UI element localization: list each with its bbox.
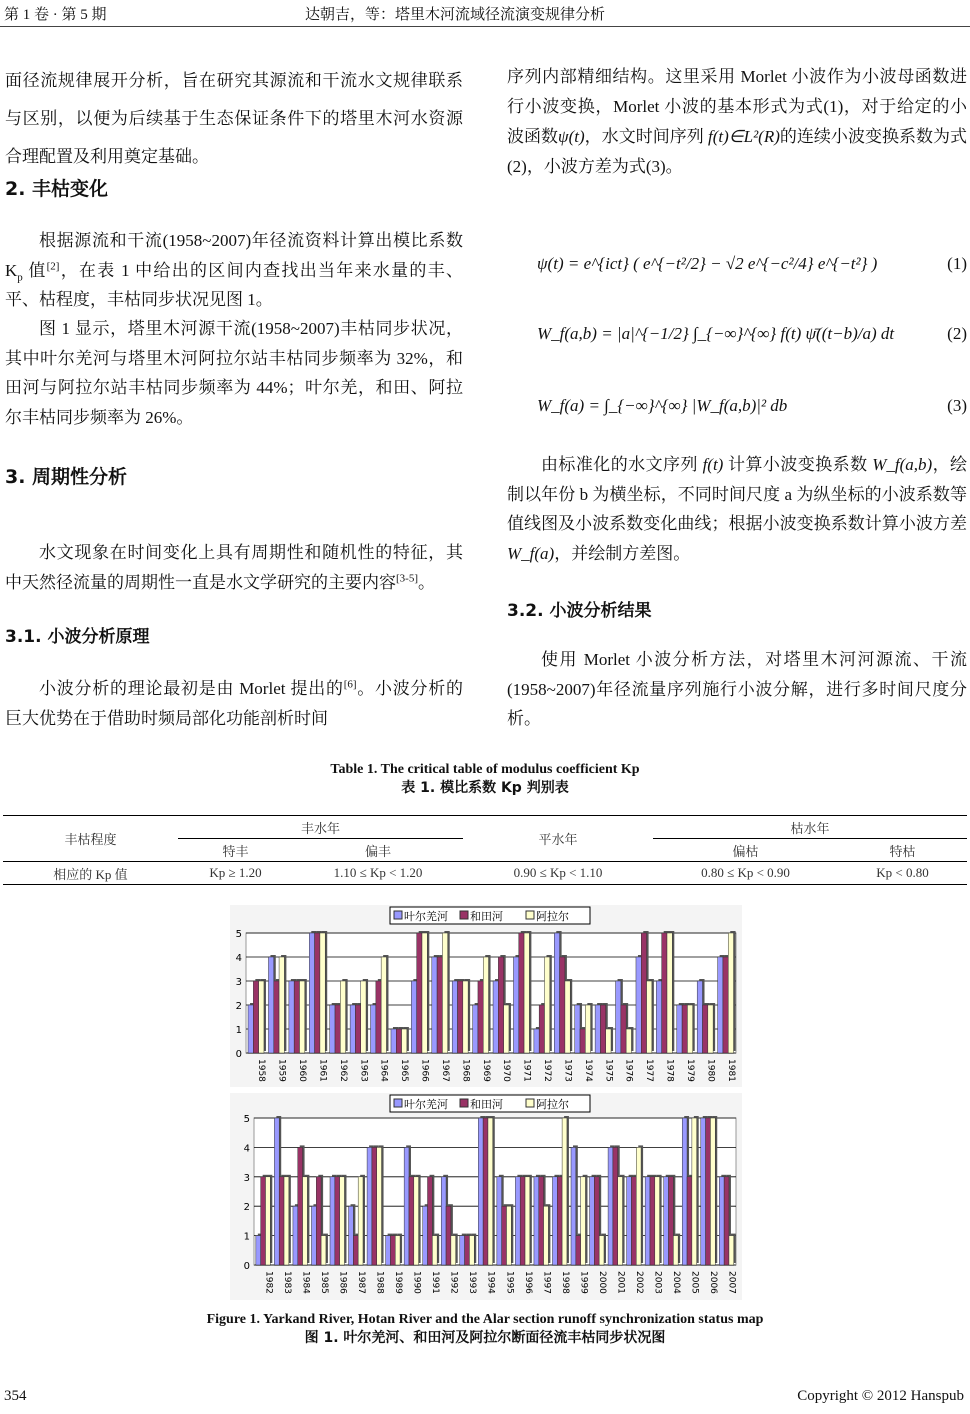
math-inline: W_f(a,b)	[872, 455, 933, 474]
x-tick-label: 1975	[603, 1059, 614, 1082]
x-tick-label: 1986	[337, 1271, 348, 1294]
legend-swatch	[460, 911, 468, 919]
bar-chart-1982-2007	[230, 1093, 742, 1300]
table-row-label: 相应的 Kp 值	[3, 862, 178, 885]
bar-叶尔羌河-1992	[441, 1177, 446, 1265]
legend-label: 和田河	[470, 910, 503, 923]
bar-和田河-2007	[724, 1177, 729, 1265]
x-tick-label: 2004	[671, 1271, 682, 1294]
math-inline: ψ(t)	[558, 127, 585, 146]
bar-阿拉尔-1995	[506, 1206, 511, 1265]
equation-1	[507, 238, 967, 294]
bar-阿拉尔-1986	[340, 1177, 345, 1265]
bar-和田河-1975	[600, 1005, 605, 1053]
math-inline: W_f(a)	[507, 543, 555, 563]
x-tick-label: 2001	[615, 1271, 626, 1294]
x-tick-label: 2007	[726, 1271, 737, 1294]
x-tick-label: 1988	[374, 1271, 385, 1294]
bar-叶尔羌河-2006	[701, 1118, 706, 1265]
bar-叶尔羌河-2000	[590, 1177, 595, 1265]
paragraph	[507, 62, 967, 182]
bar-阿拉尔-1961	[320, 933, 325, 1053]
x-tick-label: 1984	[300, 1271, 311, 1294]
x-tick-label: 1990	[411, 1271, 422, 1294]
x-tick-label: 1999	[578, 1271, 589, 1294]
y-tick-label: 0	[235, 1049, 242, 1060]
article-title-header: 达朝吉，等：塔里木河流域径流演变规律分析	[305, 7, 606, 23]
x-tick-label: 1983	[281, 1271, 292, 1294]
x-tick-label: 1981	[725, 1059, 736, 1082]
bar-叶尔羌河-1969	[473, 1005, 478, 1053]
x-tick-label: 1991	[430, 1271, 441, 1294]
x-tick-label: 1972	[542, 1059, 553, 1082]
table-cell: 0.90 ≤ Kp < 1.10	[463, 862, 653, 885]
bar-和田河-2001	[613, 1147, 618, 1265]
bar-和田河-1996	[520, 1177, 525, 1265]
bar-叶尔羌河-1985	[311, 1206, 316, 1265]
bar-和田河-1999	[576, 1236, 581, 1265]
bar-阿拉尔-1983	[284, 1177, 289, 1265]
bar-叶尔羌河-1958	[248, 1005, 253, 1053]
text: 计算小波变换系数	[728, 455, 868, 474]
x-tick-label: 1992	[448, 1271, 459, 1294]
section-heading: 3. 周期性分析	[5, 466, 128, 488]
bar-叶尔羌河-1974	[575, 1005, 580, 1053]
bar-叶尔羌河-1997	[534, 1177, 539, 1265]
math-inline: f(t)	[702, 455, 724, 474]
bar-阿拉尔-1980	[708, 1005, 713, 1053]
bar-阿拉尔-1963	[361, 981, 366, 1053]
math-inline: f(t)∈L²(R)	[708, 127, 780, 146]
paragraph: 使用 Morlet 小波分析方法，对塔里木河河源流、干流(1958~2007)年径流量序列施行小波分解，进行多时间尺度分析。	[507, 650, 967, 728]
x-tick-label: 1998	[559, 1271, 570, 1294]
bar-和田河-1983	[279, 1177, 284, 1265]
bar-阿拉尔-1999	[581, 1177, 586, 1265]
x-tick-label: 1985	[318, 1271, 329, 1294]
bar-阿拉尔-2002	[636, 1147, 641, 1265]
bar-阿拉尔-1977	[647, 981, 652, 1053]
equation-number: (2)	[947, 324, 967, 343]
text: 值	[22, 260, 47, 280]
figure-caption-cn: 图 1. 叶尔羌河、和田河及阿拉尔断面径流丰枯同步状况图	[304, 1330, 666, 1346]
bar-叶尔羌河-1973	[554, 933, 559, 1053]
table-cell: Kp ≥ 1.20	[178, 862, 293, 885]
bar-chart-1958-1981	[230, 905, 742, 1087]
equation-number: (1)	[947, 254, 967, 273]
bar-叶尔羌河-1983	[274, 1118, 279, 1265]
bar-和田河-1984	[298, 1147, 303, 1265]
x-tick-label: 1958	[256, 1059, 267, 1082]
bar-和田河-1962	[335, 1005, 340, 1053]
bar-阿拉尔-1970	[504, 1005, 509, 1053]
bar-阿拉尔-1978	[667, 933, 672, 1053]
text: 。	[418, 572, 435, 592]
bar-和田河-1968	[458, 981, 463, 1053]
bar-和田河-1976	[621, 1005, 626, 1053]
text: 的连续小波变换系数为式(2)，小波方差为式(3)。	[507, 127, 968, 176]
bar-阿拉尔-1962	[340, 981, 345, 1053]
figure-caption-en: Figure 1. Yarkand River, Hotan River and the Alar section runoff synchronization status map	[206, 1312, 764, 1327]
bar-叶尔羌河-1964	[371, 1005, 376, 1053]
bar-阿拉尔-1991	[432, 1236, 437, 1265]
bar-和田河-1963	[355, 1005, 360, 1053]
table-subheader: 偏丰	[364, 843, 391, 859]
table-cell: Kp < 0.80	[838, 862, 967, 885]
bar-阿拉尔-2006	[710, 1118, 715, 1265]
bar-叶尔羌河-1963	[350, 1005, 355, 1053]
bar-阿拉尔-1974	[585, 1005, 590, 1053]
bar-和田河-1967	[437, 957, 442, 1053]
bar-叶尔羌河-1965	[391, 1029, 396, 1053]
bar-阿拉尔-1979	[687, 1005, 692, 1053]
bar-叶尔羌河-1981	[718, 957, 723, 1053]
x-tick-label: 1964	[378, 1059, 389, 1082]
bar-叶尔羌河-1986	[330, 1177, 335, 1265]
bar-叶尔羌河-1961	[309, 933, 314, 1053]
bar-阿拉尔-1958	[259, 981, 264, 1053]
bar-和田河-2006	[706, 1118, 711, 1265]
bar-叶尔羌河-1988	[367, 1147, 372, 1265]
bar-叶尔羌河-2003	[645, 1177, 650, 1265]
bar-和田河-2004	[669, 1177, 674, 1265]
legend-label: 叶尔羌河	[404, 910, 448, 923]
x-tick-label: 2002	[634, 1271, 645, 1294]
text: p	[17, 270, 23, 283]
bar-叶尔羌河-1994	[478, 1118, 483, 1265]
table-header: 丰水年	[178, 816, 463, 839]
y-tick-label: 3	[235, 977, 242, 988]
paragraph	[507, 450, 967, 568]
x-tick-label: 1965	[399, 1059, 410, 1082]
equation-number: (3)	[947, 396, 967, 415]
bar-叶尔羌河-2002	[627, 1177, 632, 1265]
x-tick-label: 1977	[644, 1059, 655, 1082]
bar-叶尔羌河-1998	[552, 1177, 557, 1265]
x-tick-label: 1982	[263, 1271, 274, 1294]
x-tick-label: 2003	[652, 1271, 663, 1294]
bar-叶尔羌河-2005	[682, 1118, 687, 1265]
bar-叶尔羌河-2007	[719, 1177, 724, 1265]
equation-body: W_f(a,b) = |a|^{−1/2} ∫_{−∞}^{∞} f(t) ψ̄((t−b)/a) dt	[537, 324, 895, 343]
bar-阿拉尔-1960	[299, 981, 304, 1053]
bar-叶尔羌河-1980	[697, 981, 702, 1053]
x-tick-label: 1970	[501, 1059, 512, 1082]
y-tick-label: 2	[243, 1202, 250, 1214]
y-tick-label: 2	[235, 1001, 242, 1012]
x-tick-label: 2006	[708, 1271, 719, 1294]
bar-和田河-1969	[478, 981, 483, 1053]
equation-3	[507, 380, 967, 436]
bar-阿拉尔-1959	[279, 957, 284, 1053]
bar-叶尔羌河-1979	[677, 1005, 682, 1053]
subsection-heading: 3.1. 小波分析原理	[5, 627, 150, 647]
citation-link[interactable]: [2]	[46, 259, 60, 272]
text: ，绘制以年份 b 为横坐标，不同时间尺度 a 为纵坐标的小波系数等值线图及小波系数变化曲线；根据小波变换系数计算小波方差	[507, 455, 968, 533]
bar-阿拉尔-1994	[488, 1118, 493, 1265]
bar-阿拉尔-1982	[265, 1177, 270, 1265]
bar-叶尔羌河-2001	[608, 1147, 613, 1265]
bar-阿拉尔-1975	[606, 1029, 611, 1053]
legend-swatch	[526, 911, 534, 919]
bar-阿拉尔-2003	[655, 1177, 660, 1265]
bar-叶尔羌河-1993	[460, 1236, 465, 1265]
x-tick-label: 1961	[317, 1059, 328, 1082]
table-caption-cn: 表 1. 模比系数 Kp 判别表	[401, 780, 569, 796]
bar-和田河-1971	[519, 933, 524, 1053]
bar-和田河-1988	[372, 1147, 377, 1265]
legend-label: 阿拉尔	[536, 1098, 569, 1111]
bar-阿拉尔-2007	[729, 1236, 734, 1265]
bar-和田河-1995	[502, 1206, 507, 1265]
bar-和田河-2002	[631, 1177, 636, 1265]
bar-叶尔羌河-1984	[293, 1206, 298, 1265]
legend-label: 阿拉尔	[536, 910, 569, 923]
bar-阿拉尔-1981	[728, 933, 733, 1053]
x-tick-label: 1974	[582, 1059, 593, 1082]
bar-叶尔羌河-1996	[515, 1177, 520, 1265]
bar-叶尔羌河-1970	[493, 981, 498, 1053]
bar-和田河-1998	[557, 1177, 562, 1265]
bar-和田河-1989	[390, 1236, 395, 1265]
running-header	[0, 0, 970, 27]
bar-和田河-1997	[539, 1177, 544, 1265]
table-header: 平水年	[538, 832, 578, 847]
x-tick-label: 1980	[705, 1059, 716, 1082]
x-tick-label: 2005	[689, 1271, 700, 1294]
x-tick-label: 1994	[485, 1271, 496, 1294]
x-tick-label: 2000	[596, 1271, 607, 1294]
legend-swatch	[394, 1099, 402, 1107]
x-tick-label: 1997	[541, 1271, 552, 1294]
text: 。小波分析的巨大优势在于借助时频局部化功能剖析时间	[5, 679, 464, 728]
bar-阿拉尔-1973	[565, 981, 570, 1053]
bar-阿拉尔-1993	[469, 1236, 474, 1265]
bar-和田河-1990	[409, 1177, 414, 1265]
paragraph: 图 1 显示，塔里木河源干流(1958~2007)丰枯同步状况，其中叶尔羌河与塔里木河阿拉尔站丰枯同步频率为 32%，和田河与阿拉尔站丰枯同步频率为 44%；叶尔羌，和田、阿拉尔丰枯同步频率为 26%。	[5, 319, 463, 427]
bar-和田河-2005	[687, 1177, 692, 1265]
page-number: 354	[4, 1388, 27, 1404]
citation-link[interactable]: [6]	[343, 678, 357, 691]
equation-2	[507, 308, 967, 364]
bar-和田河-1972	[539, 1005, 544, 1053]
legend-swatch	[526, 1099, 534, 1107]
bar-阿拉尔-1996	[525, 1177, 530, 1265]
x-tick-label: 1962	[337, 1059, 348, 1082]
bar-阿拉尔-1972	[544, 957, 549, 1053]
x-tick-label: 1976	[623, 1059, 634, 1082]
text: ，并绘制方差图。	[554, 543, 691, 563]
citation-link[interactable]: [3-5]	[396, 571, 418, 584]
bar-阿拉尔-1987	[358, 1177, 363, 1265]
x-tick-label: 1978	[664, 1059, 675, 1082]
bar-阿拉尔-1997	[544, 1206, 549, 1265]
bar-阿拉尔-1985	[321, 1236, 326, 1265]
bar-叶尔羌河-1999	[571, 1147, 576, 1265]
bar-和田河-1966	[417, 933, 422, 1053]
bar-和田河-2000	[594, 1177, 599, 1265]
bar-和田河-1977	[641, 933, 646, 1053]
bar-和田河-1970	[498, 957, 503, 1053]
x-tick-label: 1968	[460, 1059, 471, 1082]
bar-阿拉尔-1990	[414, 1177, 419, 1265]
y-tick-label: 3	[243, 1172, 250, 1184]
bar-叶尔羌河-1966	[411, 981, 416, 1053]
x-tick-label: 1969	[480, 1059, 491, 1082]
bar-叶尔羌河-1968	[452, 981, 457, 1053]
bar-和田河-1982	[261, 1177, 266, 1265]
x-tick-label: 1987	[355, 1271, 366, 1294]
text: 序列内部精细结构。这里采用 Morlet 小波作为小波母函数进行小波变换，Morlet 小波的基本形式为式(1)，对于给定的小波函数	[507, 67, 967, 146]
bar-叶尔羌河-1959	[268, 957, 273, 1053]
bar-阿拉尔-2005	[692, 1118, 697, 1265]
bar-叶尔羌河-1995	[497, 1177, 502, 1265]
bar-叶尔羌河-1978	[656, 981, 661, 1053]
bar-叶尔羌河-1962	[330, 1005, 335, 1053]
table-caption-en: Table 1. The critical table of modulus coefficient Kp	[330, 762, 640, 777]
bar-叶尔羌河-1989	[386, 1236, 391, 1265]
bar-和田河-1993	[465, 1236, 470, 1265]
table-subheader: 偏枯	[732, 843, 759, 859]
x-tick-label: 1967	[439, 1059, 450, 1082]
x-tick-label: 1989	[393, 1271, 404, 1294]
bar-叶尔羌河-1976	[616, 981, 621, 1053]
x-tick-label: 1993	[467, 1271, 478, 1294]
bar-阿拉尔-1969	[483, 957, 488, 1053]
table-subheader: 特丰	[222, 843, 249, 859]
text: ，水文时间序列	[584, 127, 704, 146]
legend	[390, 1095, 590, 1112]
bar-阿拉尔-1968	[463, 981, 468, 1053]
bar-叶尔羌河-2004	[664, 1177, 669, 1265]
bar-和田河-2003	[650, 1177, 655, 1265]
bar-叶尔羌河-1975	[595, 1005, 600, 1053]
bar-叶尔羌河-1967	[432, 957, 437, 1053]
bar-阿拉尔-1976	[626, 1029, 631, 1053]
x-tick-label: 1995	[504, 1271, 515, 1294]
bar-和田河-1987	[353, 1236, 358, 1265]
bar-阿拉尔-1967	[442, 933, 447, 1053]
equation-body: ψ(t) = e^{ict} ( e^{−t²/2} − √2 e^{−c²/4} e^{−t²} )	[537, 254, 878, 273]
bar-阿拉尔-1984	[303, 1177, 308, 1265]
y-tick-label: 1	[235, 1025, 242, 1036]
bar-阿拉尔-1992	[451, 1236, 456, 1265]
bar-和田河-1978	[662, 933, 667, 1053]
text: 水文现象在时间变化上具有周期性和随机性的特征，其中天然径流量的周期性一直是水文学研究的主要内容	[5, 543, 463, 592]
bar-和田河-1958	[253, 981, 258, 1053]
journal-volume: 第 1 卷 · 第 5 期	[4, 7, 107, 23]
x-tick-label: 1960	[297, 1059, 308, 1082]
text: 由标准化的水文序列	[541, 455, 698, 474]
legend-label: 和田河	[470, 1098, 503, 1111]
x-tick-label: 1966	[419, 1059, 430, 1082]
equation-body: W_f(a) = ∫_{−∞}^{∞} |W_f(a,b)|² db	[537, 396, 788, 415]
bar-和田河-1960	[294, 981, 299, 1053]
bar-和田河-1991	[428, 1177, 433, 1265]
bar-阿拉尔-2000	[599, 1236, 604, 1265]
bar-叶尔羌河-1990	[404, 1147, 409, 1265]
x-tick-label: 1959	[276, 1059, 287, 1082]
x-tick-label: 1996	[522, 1271, 533, 1294]
y-tick-label: 4	[235, 953, 242, 964]
bar-和田河-1992	[446, 1206, 451, 1265]
table-cell: 1.10 ≤ Kp < 1.20	[293, 862, 463, 885]
bar-阿拉尔-1964	[381, 957, 386, 1053]
bar-和田河-1994	[483, 1118, 488, 1265]
text: 根据源流和干流(1958~2007)年径流资料计算出模比系数 K	[5, 231, 463, 280]
y-tick-label: 5	[243, 1114, 250, 1125]
legend-swatch	[460, 1099, 468, 1107]
text: 小波分析的理论最初是由 Morlet 提出的	[39, 679, 344, 698]
bar-和田河-1961	[315, 933, 320, 1053]
bar-阿拉尔-1989	[395, 1236, 400, 1265]
kp-criteria-table	[3, 815, 967, 885]
bar-阿拉尔-1965	[402, 1029, 407, 1053]
y-tick-label: 0	[243, 1261, 250, 1272]
bar-叶尔羌河-1960	[289, 981, 294, 1053]
x-tick-label: 1963	[358, 1059, 369, 1082]
paragraph: 面径流规律展开分析，旨在研究其源流和干流水文规律联系与区别，以便为后续基于生态保证条件下的塔里木河水资源合理配置及利用奠定基础。	[5, 71, 463, 166]
bar-和田河-1985	[316, 1177, 321, 1265]
legend-label: 叶尔羌河	[404, 1098, 448, 1111]
table-cell: 0.80 ≤ Kp < 0.90	[653, 862, 838, 885]
legend	[390, 907, 590, 924]
bar-阿拉尔-2004	[673, 1236, 678, 1265]
bar-叶尔羌河-1971	[513, 957, 518, 1053]
table-header: 枯水年	[653, 816, 967, 839]
bar-叶尔羌河-1972	[534, 1029, 539, 1053]
bar-和田河-1986	[335, 1177, 340, 1265]
bar-阿拉尔-1966	[422, 933, 427, 1053]
bar-阿拉尔-1998	[562, 1118, 567, 1265]
bar-阿拉尔-1971	[524, 933, 529, 1053]
bar-叶尔羌河-1977	[636, 957, 641, 1053]
y-tick-label: 5	[235, 929, 242, 940]
table-header: 丰枯程度	[64, 832, 117, 847]
table-subheader: 特枯	[889, 843, 916, 859]
bar-叶尔羌河-1991	[423, 1206, 428, 1265]
bar-叶尔羌河-1987	[349, 1206, 354, 1265]
bar-和田河-1964	[376, 981, 381, 1053]
paragraph	[5, 674, 463, 733]
copyright: Copyright © 2012 Hanspub	[797, 1388, 964, 1404]
bar-和田河-1959	[274, 981, 279, 1053]
x-tick-label: 1973	[562, 1059, 573, 1082]
bar-阿拉尔-1988	[377, 1147, 382, 1265]
bar-和田河-1980	[703, 1005, 708, 1053]
bar-阿拉尔-2001	[618, 1177, 623, 1265]
bar-和田河-1965	[396, 1029, 401, 1053]
paragraph	[5, 226, 463, 315]
text: ，在表 1 中给出的区间内查找出当年来水量的丰、平、枯程度，丰枯同步状况见图 1。	[5, 260, 464, 309]
legend-swatch	[394, 911, 402, 919]
y-tick-label: 4	[243, 1143, 250, 1155]
paragraph	[5, 538, 463, 597]
bar-和田河-1981	[723, 957, 728, 1053]
bar-和田河-1979	[682, 1005, 687, 1053]
bar-和田河-1974	[580, 1029, 585, 1053]
x-tick-label: 1971	[521, 1059, 532, 1082]
section-heading: 2. 丰枯变化	[5, 178, 109, 200]
y-tick-label: 1	[243, 1231, 250, 1243]
subsection-heading: 3.2. 小波分析结果	[507, 601, 652, 621]
bar-和田河-1973	[560, 957, 565, 1053]
bar-叶尔羌河-1982	[256, 1236, 261, 1265]
x-tick-label: 1979	[684, 1059, 695, 1082]
